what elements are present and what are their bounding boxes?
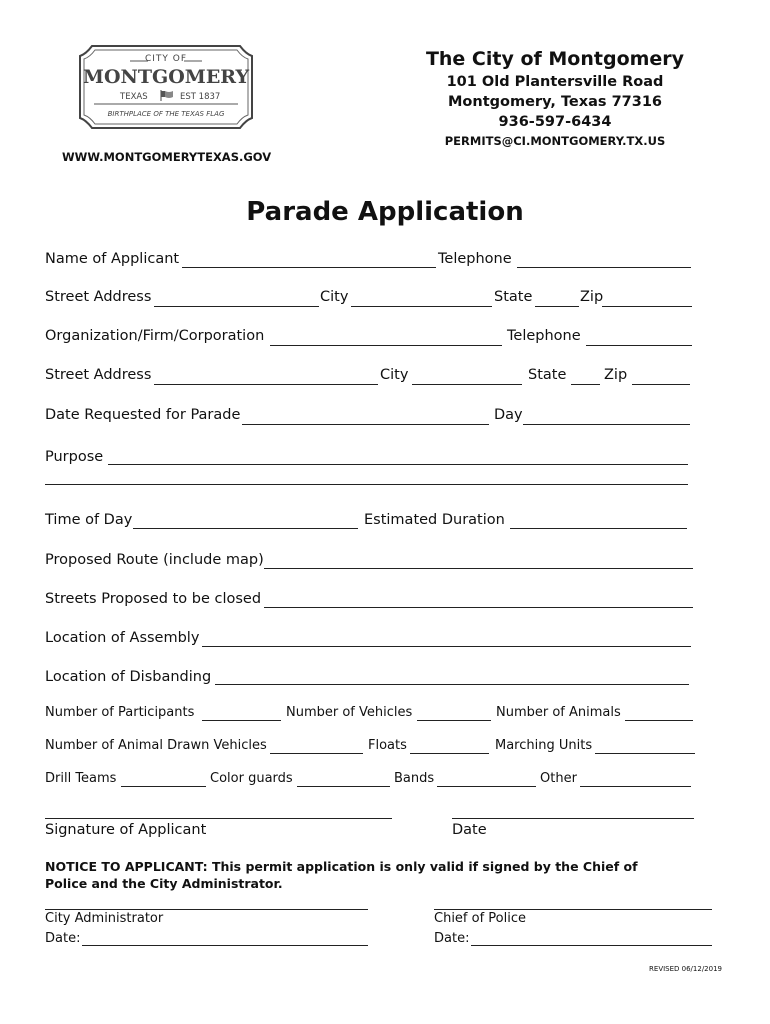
color-guards-label: Color guards — [210, 771, 293, 786]
marching-units-label: Marching Units — [495, 738, 593, 753]
organization-label: Organization/Firm/Corporation — [45, 328, 265, 344]
drill-teams-label: Drill Teams — [45, 771, 117, 786]
org-zip-label: Zip — [604, 367, 628, 383]
signature-date-field[interactable] — [452, 818, 694, 819]
location-assembly-label: Location of Assembly — [45, 630, 200, 646]
org-street-address-label: Street Address — [45, 367, 152, 383]
signature-date-label: Date — [452, 822, 487, 838]
org-telephone-label: Telephone — [507, 328, 581, 344]
estimated-duration-field[interactable] — [510, 528, 687, 529]
chief-police-signature-field[interactable] — [434, 909, 712, 910]
city-admin-signature-field[interactable] — [45, 909, 368, 910]
estimated-duration-label: Estimated Duration — [364, 512, 505, 528]
state-label: State — [494, 289, 533, 305]
num-participants-field[interactable] — [202, 720, 281, 721]
proposed-route-field[interactable] — [264, 568, 693, 569]
num-animals-label: Number of Animals — [496, 705, 621, 720]
logo-est: EST 1837 — [180, 92, 221, 102]
org-zip-field[interactable] — [632, 384, 690, 385]
org-state-field[interactable] — [571, 384, 600, 385]
marching-units-field[interactable] — [595, 753, 695, 754]
state-field[interactable] — [535, 306, 579, 307]
day-label: Day — [494, 407, 523, 423]
city-field[interactable] — [351, 306, 492, 307]
form-title: Parade Application — [246, 197, 524, 227]
num-participants-label: Number of Participants — [45, 705, 195, 720]
logo-tagline: BIRTHPLACE OF THE TEXAS FLAG — [107, 110, 225, 118]
streets-closed-label: Streets Proposed to be closed — [45, 591, 262, 607]
floats-field[interactable] — [410, 753, 489, 754]
zip-label: Zip — [580, 289, 604, 305]
num-animal-drawn-label: Number of Animal Drawn Vehicles — [45, 738, 267, 753]
telephone-label: Telephone — [438, 251, 512, 267]
texas-flag-icon — [160, 90, 174, 101]
telephone-field[interactable] — [517, 267, 691, 268]
revised-date: REVISED 06/12/2019 — [649, 965, 722, 973]
chief-police-label: Chief of Police — [434, 911, 526, 926]
time-of-day-label: Time of Day — [45, 512, 133, 528]
city-title: The City of Montgomery — [425, 48, 685, 70]
date-requested-label: Date Requested for Parade — [45, 407, 241, 423]
org-street-address-field[interactable] — [154, 384, 378, 385]
city-admin-label: City Administrator — [45, 911, 164, 926]
num-vehicles-field[interactable] — [417, 720, 491, 721]
logo-city-of: CITY OF — [144, 54, 188, 64]
logo-state: TEXAS — [120, 92, 148, 102]
streets-closed-field[interactable] — [264, 607, 693, 608]
drill-teams-field[interactable] — [121, 786, 206, 787]
purpose-label: Purpose — [45, 449, 104, 465]
signature-field[interactable] — [45, 818, 392, 819]
time-of-day-field[interactable] — [133, 528, 358, 529]
other-field[interactable] — [580, 786, 691, 787]
chief-police-date-field[interactable] — [471, 945, 712, 946]
organization-field[interactable] — [270, 345, 502, 346]
zip-field[interactable] — [602, 306, 692, 307]
day-field[interactable] — [523, 424, 690, 425]
bands-field[interactable] — [437, 786, 536, 787]
date-requested-field[interactable] — [242, 424, 489, 425]
street-address-field[interactable] — [154, 306, 319, 307]
name-of-applicant-label: Name of Applicant — [45, 251, 180, 267]
num-animal-drawn-field[interactable] — [270, 753, 363, 754]
name-of-applicant-field[interactable] — [182, 267, 436, 268]
notice-to-applicant: NOTICE TO APPLICANT: This permit application is only valid if signed by the Chief of Police and the City Administrator. — [45, 859, 638, 891]
phone-number: 936-597-6434 — [498, 114, 612, 130]
num-vehicles-label: Number of Vehicles — [286, 705, 413, 720]
address-line-1: 101 Old Plantersville Road — [446, 74, 664, 90]
org-state-label: State — [528, 367, 567, 383]
org-telephone-field[interactable] — [586, 345, 692, 346]
proposed-route-label: Proposed Route (include map) — [45, 552, 264, 568]
num-animals-field[interactable] — [625, 720, 693, 721]
purpose-field[interactable] — [108, 464, 688, 465]
city-admin-date-label: Date: — [45, 931, 81, 946]
location-disbanding-field[interactable] — [215, 684, 689, 685]
org-city-field[interactable] — [412, 384, 522, 385]
bands-label: Bands — [394, 771, 435, 786]
other-label: Other — [540, 771, 577, 786]
address-line-2: Montgomery, Texas 77316 — [447, 94, 663, 110]
location-assembly-field[interactable] — [202, 646, 691, 647]
website-link[interactable]: WWW.MONTGOMERYTEXAS.GOV — [62, 150, 272, 164]
color-guards-field[interactable] — [297, 786, 390, 787]
floats-label: Floats — [368, 738, 407, 753]
chief-police-date-label: Date: — [434, 931, 470, 946]
logo-name: MONTGOMERY — [82, 66, 250, 88]
email-address[interactable]: PERMITS@CI.MONTGOMERY.TX.US — [444, 134, 666, 148]
city-logo — [78, 44, 254, 130]
location-disbanding-label: Location of Disbanding — [45, 669, 212, 685]
signature-label: Signature of Applicant — [45, 822, 207, 838]
purpose-field-line-2[interactable] — [45, 484, 688, 485]
city-label: City — [320, 289, 349, 305]
org-city-label: City — [380, 367, 409, 383]
city-admin-date-field[interactable] — [82, 945, 368, 946]
street-address-label: Street Address — [45, 289, 152, 305]
